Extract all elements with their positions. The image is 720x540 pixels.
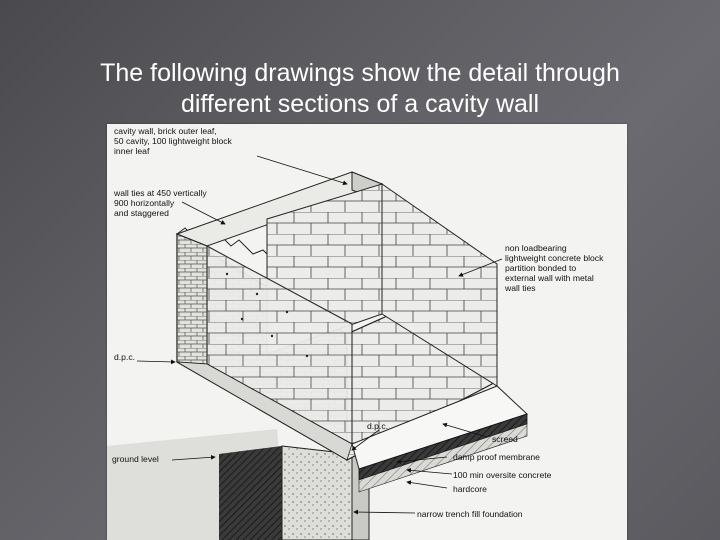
cavity-wall-drawing — [107, 124, 627, 540]
label-wall-ties: wall ties at 450 vertically 900 horizontally and staggered — [114, 188, 207, 218]
label-foundation: narrow trench fill foundation — [417, 509, 523, 519]
label-oversite-concrete: 100 min oversite concrete — [453, 470, 552, 480]
label-partition: non loadbearing lightweight concrete block partition bonded to external wall with metal wall ties — [505, 243, 604, 293]
label-hardcore: hardcore — [453, 484, 487, 494]
label-ground-level: ground level — [112, 454, 159, 464]
title-line-1: The following drawings show the detail through — [100, 59, 620, 87]
title-line-2: different sections of a cavity wall — [180, 90, 540, 118]
earth-section — [219, 446, 282, 540]
label-dpm: damp proof membrane — [453, 452, 540, 462]
slide-title — [40, 58, 680, 120]
foundation-front — [282, 446, 352, 540]
label-screed: screed — [492, 434, 518, 444]
label-dpc-floor: d.p.c. — [367, 421, 389, 431]
label-dpc-wall: d.p.c. — [114, 352, 136, 362]
label-cavity-wall: cavity wall, brick outer leaf, 50 cavity, 100 lightweight block inner leaf — [114, 126, 232, 156]
